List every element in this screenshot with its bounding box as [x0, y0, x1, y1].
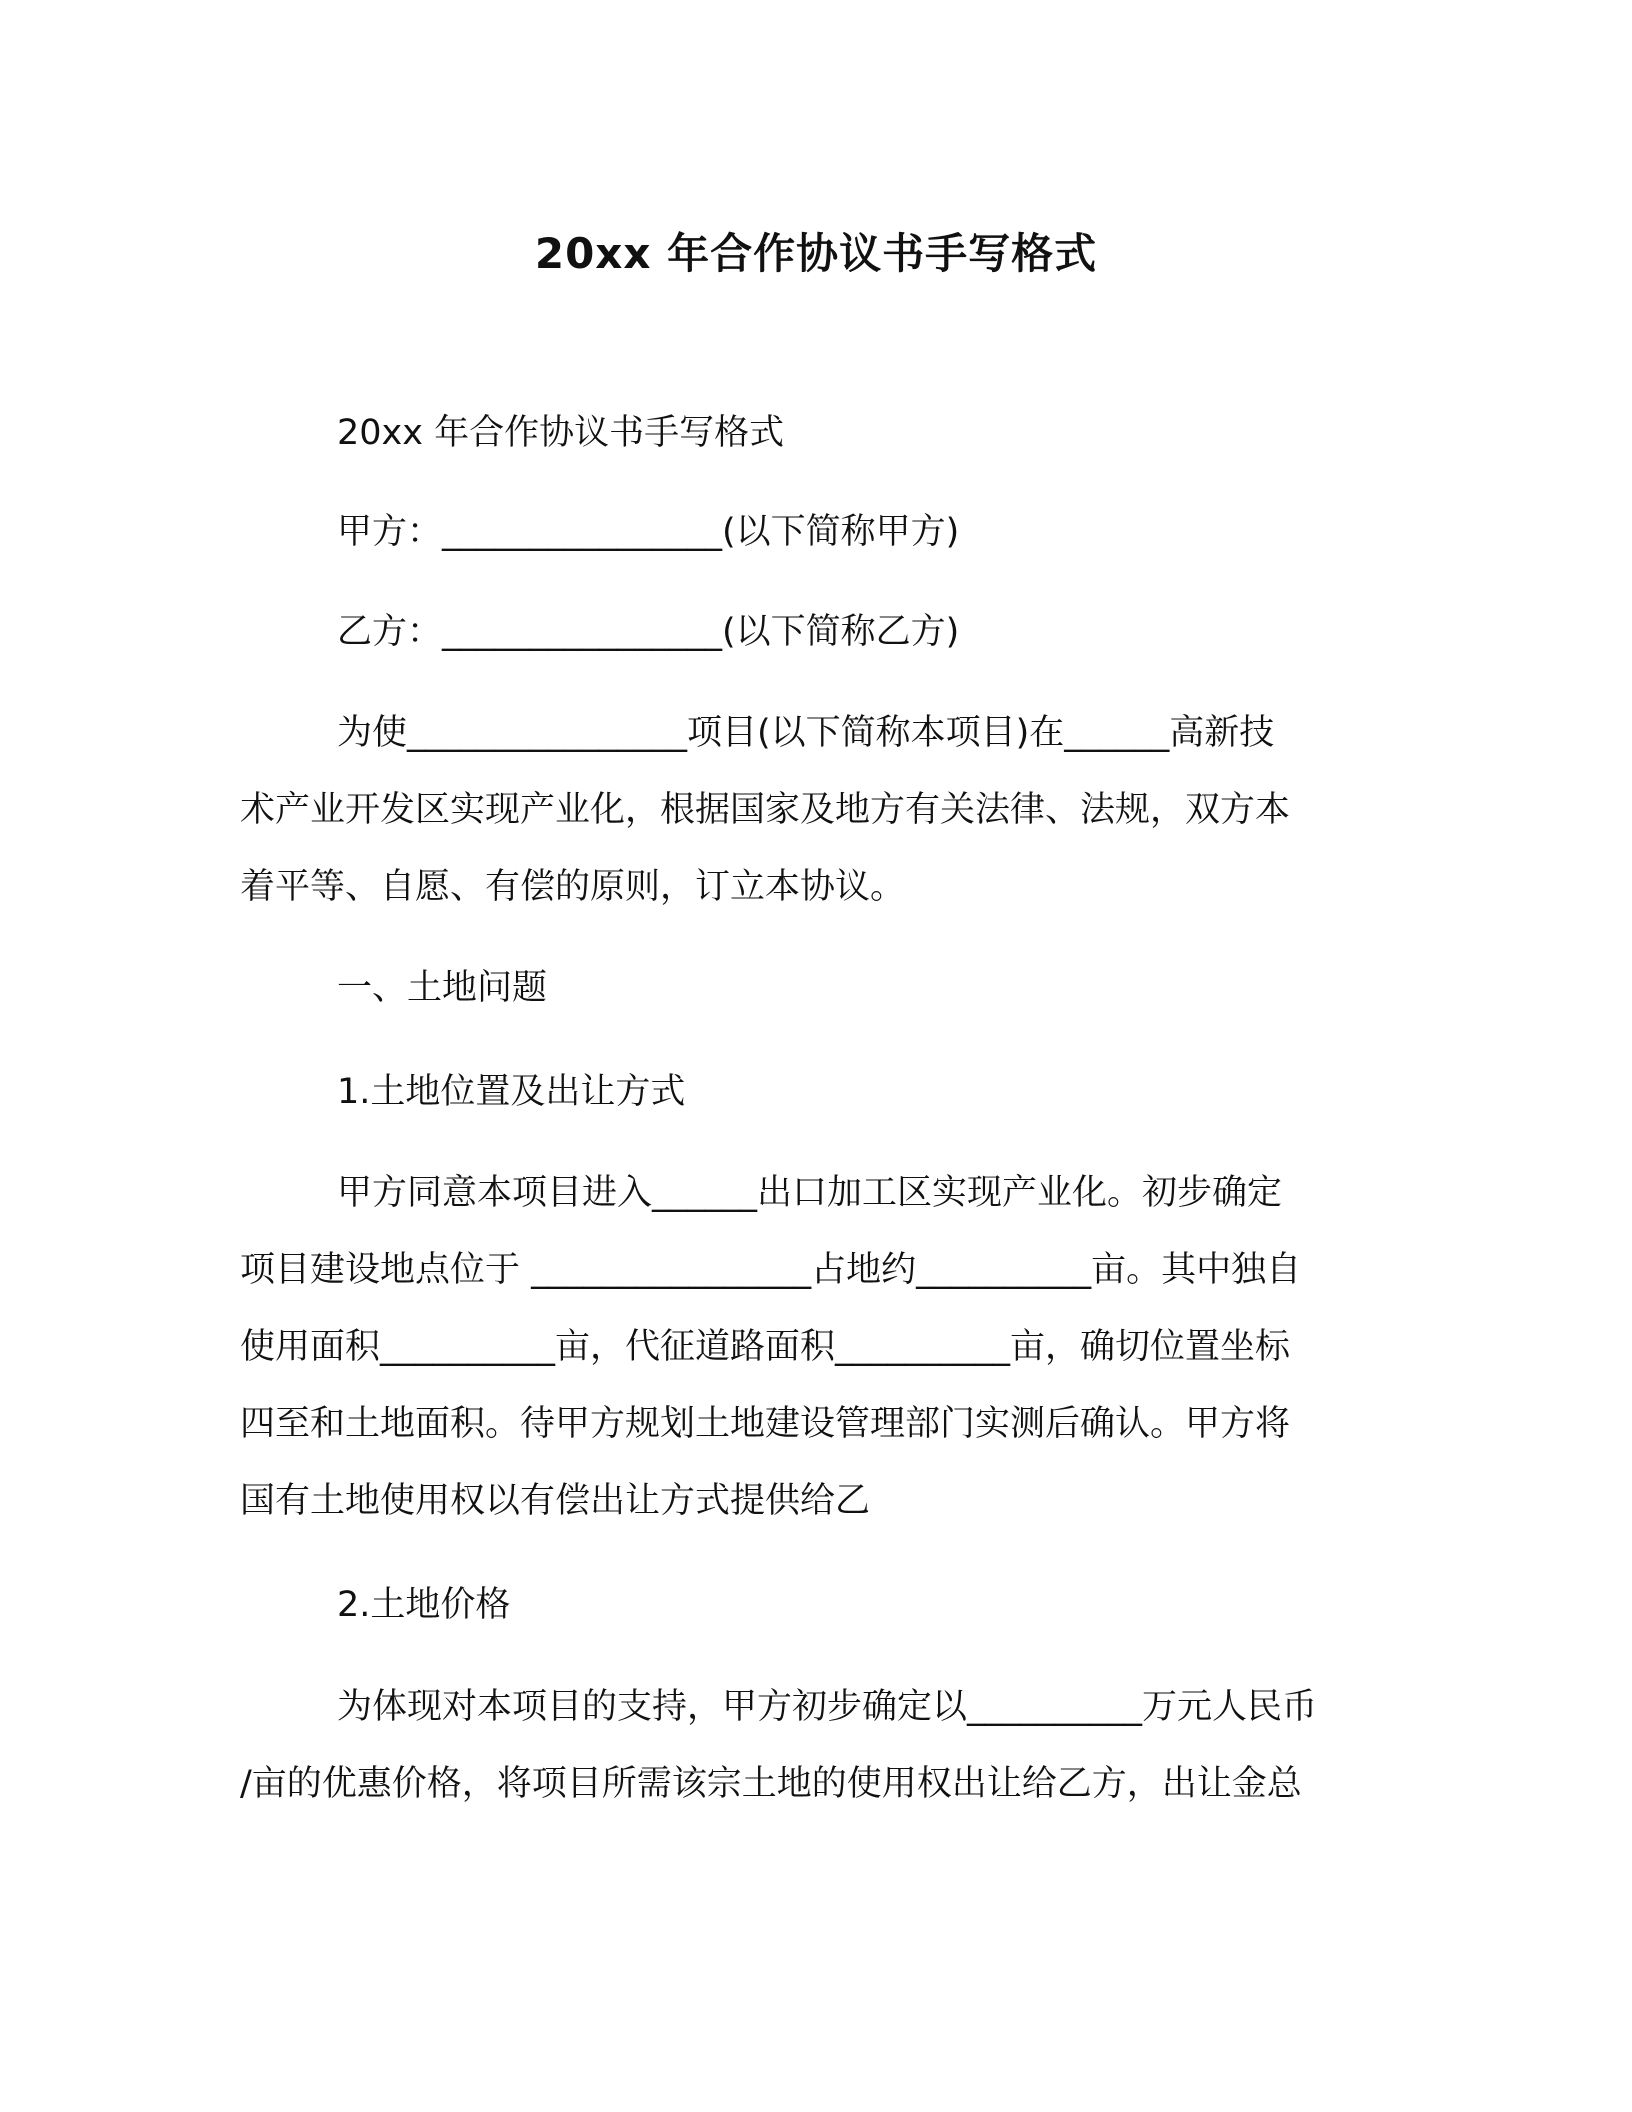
- subsection-1-line: 国有土地使用权以有偿出让方式提供给乙: [240, 1481, 871, 1521]
- section-1-heading: 一、土地问题: [337, 968, 548, 1008]
- party-a-line: 甲方：________________(以下简称甲方): [337, 512, 960, 552]
- intro-line: 为使________________项目(以下简称本项目)在______高新技: [337, 713, 1275, 753]
- document-title: 20xx 年合作协议书手写格式: [534, 229, 1098, 278]
- subsection-1-paragraph: [240, 1155, 1390, 1540]
- subsection-1-line: 使用面积__________亩，代征道路面积__________亩，确切位置坐标: [240, 1327, 1291, 1367]
- party-b-line: 乙方：________________(以下简称乙方): [337, 612, 960, 652]
- subsection-1-line: 项目建设地点位于 ________________占地约__________亩。其中独自: [240, 1250, 1302, 1290]
- subsection-1-line: 甲方同意本项目进入______出口加工区实现产业化。初步确定: [337, 1173, 1283, 1213]
- subsection-2-heading: 2.土地价格: [337, 1585, 511, 1625]
- subsection-2-line: 为体现对本项目的支持，甲方初步确定以__________万元人民币: [337, 1687, 1318, 1727]
- subsection-1-heading: 1.土地位置及出让方式: [337, 1072, 686, 1112]
- intro-paragraph: [240, 695, 1390, 926]
- subsection-2-paragraph: [240, 1669, 1390, 1823]
- subsection-2-line: /亩的优惠价格，将项目所需该宗土地的使用权出让给乙方，出让金总: [240, 1764, 1302, 1804]
- intro-line: 着平等、自愿、有偿的原则，订立本协议。: [240, 867, 906, 907]
- document-subtitle: 20xx 年合作协议书手写格式: [337, 413, 785, 453]
- subsection-1-line: 四至和土地面积。待甲方规划土地建设管理部门实测后确认。甲方将: [240, 1404, 1291, 1444]
- intro-line: 术产业开发区实现产业化，根据国家及地方有关法律、法规，双方本: [240, 790, 1291, 830]
